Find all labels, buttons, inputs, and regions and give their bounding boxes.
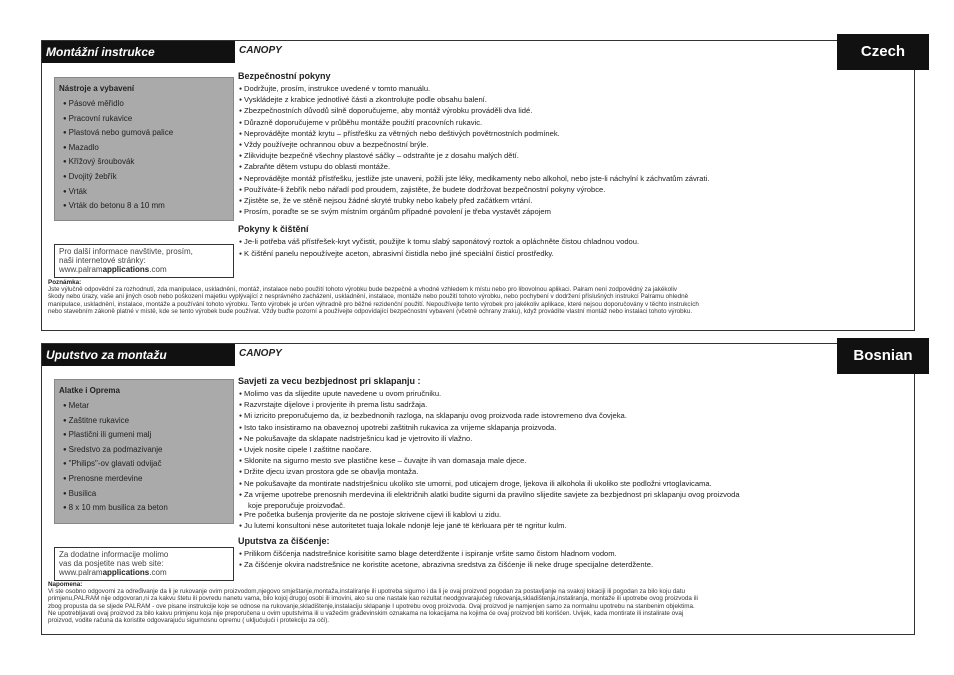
- czech-header: Montážní instrukce: [42, 41, 235, 63]
- info-line: vas da posjetite nas web site:: [59, 559, 164, 568]
- tool-item: ● Pracovní rukavice: [59, 112, 229, 127]
- safety-item: ● Zlikvidujte bezpečně všechny plastové sáčky – odstraňte je z dosahu malých dětí.: [238, 151, 908, 162]
- bosnian-header: Uputstvo za montažu: [42, 344, 235, 366]
- tool-item: ● Pásové měřidlo: [59, 97, 229, 112]
- tool-item: ● Sredstvo za podmazivanje: [59, 443, 229, 458]
- safety-item: ● Isto tako insistiramo na obaveznoj upotrebi zaštitnih rukavica za vrijeme sklapanja proizvoda.: [238, 423, 908, 434]
- safety-item: ● Neprovádějte montáž přístřešku, jestliže jste unaveni, požili jste léky, medikamenty nebo alkohol, nebo jste-li náchylní k záchvatům závrati.: [238, 174, 908, 185]
- tool-item: ● Dvojitý žebřík: [59, 170, 229, 185]
- safety-item: ● Uvjek nosite cipele I zaštitne naočare.: [238, 445, 908, 456]
- safety-item: ● Razvrstajte dijelove i provjerite ih prema listu sadržaja.: [238, 400, 908, 411]
- czech-section: [41, 40, 915, 331]
- note-line: škody nebo úrazy, vaše ani jiných osob nebo poškození majetku vyplývající z nesprávného zacházení, uskladnění, instalace, montáže nebo použití tohoto výrobku, nebo pochybení v dodržení příslušných instrukcí Palramu ohledně: [48, 293, 689, 301]
- czech-tools-box: [54, 77, 234, 221]
- tool-item: ● Busilica: [59, 487, 229, 502]
- cleaning-item: ● Je-li potřeba váš přístřešek-kryt vyčistit, použijte k tomu slabý saponátový roztok a opláchněte čistou chladnou vodou.: [238, 237, 908, 248]
- cleaning-item: ● Prilikom čišćenja nadstrešnice korisitite samo blage deterdžente i ispiranje vršite samo čistom hladnom vodom.: [238, 549, 908, 560]
- note-line: zbog propusta da se sljede PALRAM - ove pisane instrukcije koje se odnose na rukovanje,skladištenje,instalaciju sklapanje I upotrebu ovog proizvoda. Ovaj proizvod je namjenjen samo za normalnu upotrebu na stanbenim objektima.: [48, 602, 695, 610]
- czech-language-tab: Czech: [837, 34, 929, 70]
- bosnian-section: [41, 343, 915, 635]
- note-line: primjenu,PALRAM nije odgovoran,ni za kakvu štetu ili povredu nanetu vama, bilo kojoj drugoj osobi ili imovini, ako su one nastale kao rezultat neodgovarajućeg rukovanja,skladištenja,instaliranja, montaže ili upotrebe ovog proizvoda ili: [48, 595, 698, 603]
- czech-body: [238, 69, 908, 260]
- safety-item: ● Ju lutemi konsultoni nëse autoritetet tuaja lokale ndonjë leje janë të kërkuara për të ngritur kulm.: [238, 521, 908, 532]
- safety-item: ● Za vrijeme upotrebe prenosnih merdevina ili električnih alatki budite sigurni da pravilno slijedite savjete za bezbjednost pri sklapanju ovog proizvoda: [238, 490, 908, 501]
- safety-item-continued: koje preporučuje proizvođač.: [248, 501, 346, 511]
- bosnian-note: [48, 581, 908, 624]
- safety-item: ● Zbezpečnostních důvodů silně doporučujeme, aby montáž výrobku prováděli dva lidé.: [238, 106, 908, 117]
- safety-item: ● Dodržujte, prosím, instrukce uvedené v tomto manuálu.: [238, 84, 908, 95]
- cleaning-item: ● K čištění panelu nepoužívejte aceton, abrasivní čistidla nebo jiné speciální čisticí prostředky.: [238, 249, 908, 260]
- note-title: Poznámka:: [48, 279, 82, 286]
- tool-item: ● Mazadlo: [59, 141, 229, 156]
- note-line: Ne upotrebljavati ovaj proizvod za bilo kakvu primjenu koja nije preporučena u ovim uputstvima ili u važećim građevinskim oznakama na lokacijama na kojima će ovaj proizvod biti korišćen. Uvijek, kada montirate ili instalirate ovaj: [48, 609, 684, 617]
- note-line: nebo stavebním zákoně platné v místě, kde se tento výrobek bude používat. Vždy buďte pozorní a používejte odpovídající bezpečnostní vybavení (včetně ochrany zraku), když provádíte vlastní montáž nebo instalaci tohoto výrobku.: [48, 307, 693, 315]
- czech-cleaning-title: Pokyny k čištění: [238, 224, 309, 235]
- safety-item: ● Používáte-li žebřík nebo nářadí pod proudem, zajistěte, že budete dodržovat bezpečnostní pokyny výrobce.: [238, 185, 908, 196]
- note-line: Jste výlučně odpovědní za rozhodnutí, zda manipulace, uskladnění, montáž, instalace nebo použití tohoto výrobku bude bezpečné a vhodné vzhledem k místu nebo pro libovolnou aplikaci. Palram není zodpovědný za jakékoliv: [48, 286, 678, 294]
- bosnian-cleaning-title: Uputstva za čišćenje:: [238, 535, 330, 546]
- safety-item: ● Molimo vas da slijedite upute navedene u ovom priručniku.: [238, 389, 908, 400]
- tool-item: ● Prenosne merdevine: [59, 472, 229, 487]
- czech-product: CANOPY: [239, 45, 282, 56]
- safety-item: ● Zabraňte dětem vstupu do oblasti montáže.: [238, 162, 908, 173]
- tool-item: ● "Philips"-ov glavati odvijač: [59, 457, 229, 472]
- info-line: Pro další informace navštivte, prosím,: [59, 247, 193, 256]
- bosnian-tools-box: [54, 379, 234, 524]
- czech-safety-title: Bezpečnostní pokyny: [238, 71, 331, 81]
- bosnian-body: [238, 374, 908, 571]
- tool-item: ● Křížový šroubovák: [59, 155, 229, 170]
- tool-item: ● Vrták: [59, 185, 229, 200]
- czech-note: [48, 279, 908, 315]
- note-line: proizvod, vodite računa da koristite odgovarajuću sigurnosnu opremu ( uključujući i protekciju za oči).: [48, 617, 330, 625]
- bosnian-safety-title: Savjeti za vecu bezbjednost pri sklapanju :: [238, 376, 421, 386]
- bosnian-info-box: [54, 547, 234, 581]
- website-link[interactable]: www.palramapplications.com: [59, 265, 167, 274]
- safety-item: ● Ne pokušavajte da montirate nadstrješnicu ukoliko ste umorni, pod uticajem droge, ljekova ili alkohola ili ukoliko ste podložni vrtoglavicama.: [238, 479, 908, 490]
- czech-info-box: [54, 244, 234, 278]
- czech-tools-title: Nástroje a vybavení: [59, 84, 135, 93]
- tool-item: ● Vrták do betonu 8 a 10 mm: [59, 199, 229, 214]
- safety-item: ● Prosím, poraďte se se svým místním orgánům případné povolení je třeba vystavět zápojem: [238, 207, 908, 218]
- website-link[interactable]: www.palramapplications.com: [59, 568, 167, 577]
- safety-item: ● Důrazně doporučujeme v průběhu montáže použití pracovních rukavic.: [238, 118, 908, 129]
- tool-item: ● 8 x 10 mm busilica za beton: [59, 501, 229, 516]
- safety-item: ● Mi izricito preporučujemo da, iz bezbednonih razloga, na sklapanju ovog proizvoda rade istovremeno dva čovjeka.: [238, 411, 908, 422]
- bosnian-tools-title: Alatke i Oprema: [59, 386, 120, 395]
- safety-item: ● Zjistěte se, že ve stěně nejsou žádné skryté trubky nebo kabely před začátkem vrtání.: [238, 196, 908, 207]
- tool-item: ● Zaštitne rukavice: [59, 414, 229, 429]
- note-line: Vi ste osobno odgovorni za određivanje da li je rukovanje ovim proizvodom,njegovo smještanje,montaža,instaliranje ili upotreba sigurno i da li je ovaj proizvod pogodan za postavljanje na svakoj lokaciji ili pogodan za bilo koju datu: [48, 588, 685, 596]
- tool-item: ● Metar: [59, 399, 229, 414]
- safety-item: ● Vyskládejte z krabice jednotlivé části a zkontrolujte podle obsahu balení.: [238, 95, 908, 106]
- note-line: manipulace, uskladnění, instalace, montáže a používání tohoto výrobku. Tento výrobek je určen výhradně pro běžné rezidenční použití. Nepoužívejte tento výrobek pro jakékoliv aplikace, které nejsou doporučovány v těchto instrukcích: [48, 300, 699, 308]
- tool-item: ● Plastični ili gumeni malj: [59, 428, 229, 443]
- safety-item: ● Ne pokušavajte da sklapate nadstrješnicu kad je vjetrovito ili vlažno.: [238, 434, 908, 445]
- note-title: Napomena:: [48, 581, 83, 588]
- safety-item: ● Držite djecu izvan prostora gde se obavlja montaža.: [238, 467, 908, 478]
- bosnian-language-tab: Bosnian: [837, 338, 929, 374]
- safety-item: ● Neprovádějte montáž krytu – přístřešku za větrných nebo deštivých povětrnostních podmínek.: [238, 129, 908, 140]
- safety-item: ● Vždy používejte ochrannou obuv a bezpečnostní brýle.: [238, 140, 908, 151]
- cleaning-item: ● Za čišćenje okvira nadstrešnice ne koristite acetone, abrazivna sredstva za čišćenje ili neke druge specijalne deterdžente.: [238, 560, 908, 571]
- safety-item: ● Pre početka bušenja provjerite da ne postoje skrivene cijevi ili kablovi u zidu.: [238, 510, 908, 521]
- info-line: Za dodatne informacije molimo: [59, 550, 169, 559]
- safety-item: ● Sklonite na sigurno mesto sve plastične kese – čuvajte ih van domasaja male djece.: [238, 456, 908, 467]
- info-line: naši internetové stránky:: [59, 256, 146, 265]
- bosnian-product: CANOPY: [239, 348, 282, 359]
- tool-item: ● Plastová nebo gumová palice: [59, 126, 229, 141]
